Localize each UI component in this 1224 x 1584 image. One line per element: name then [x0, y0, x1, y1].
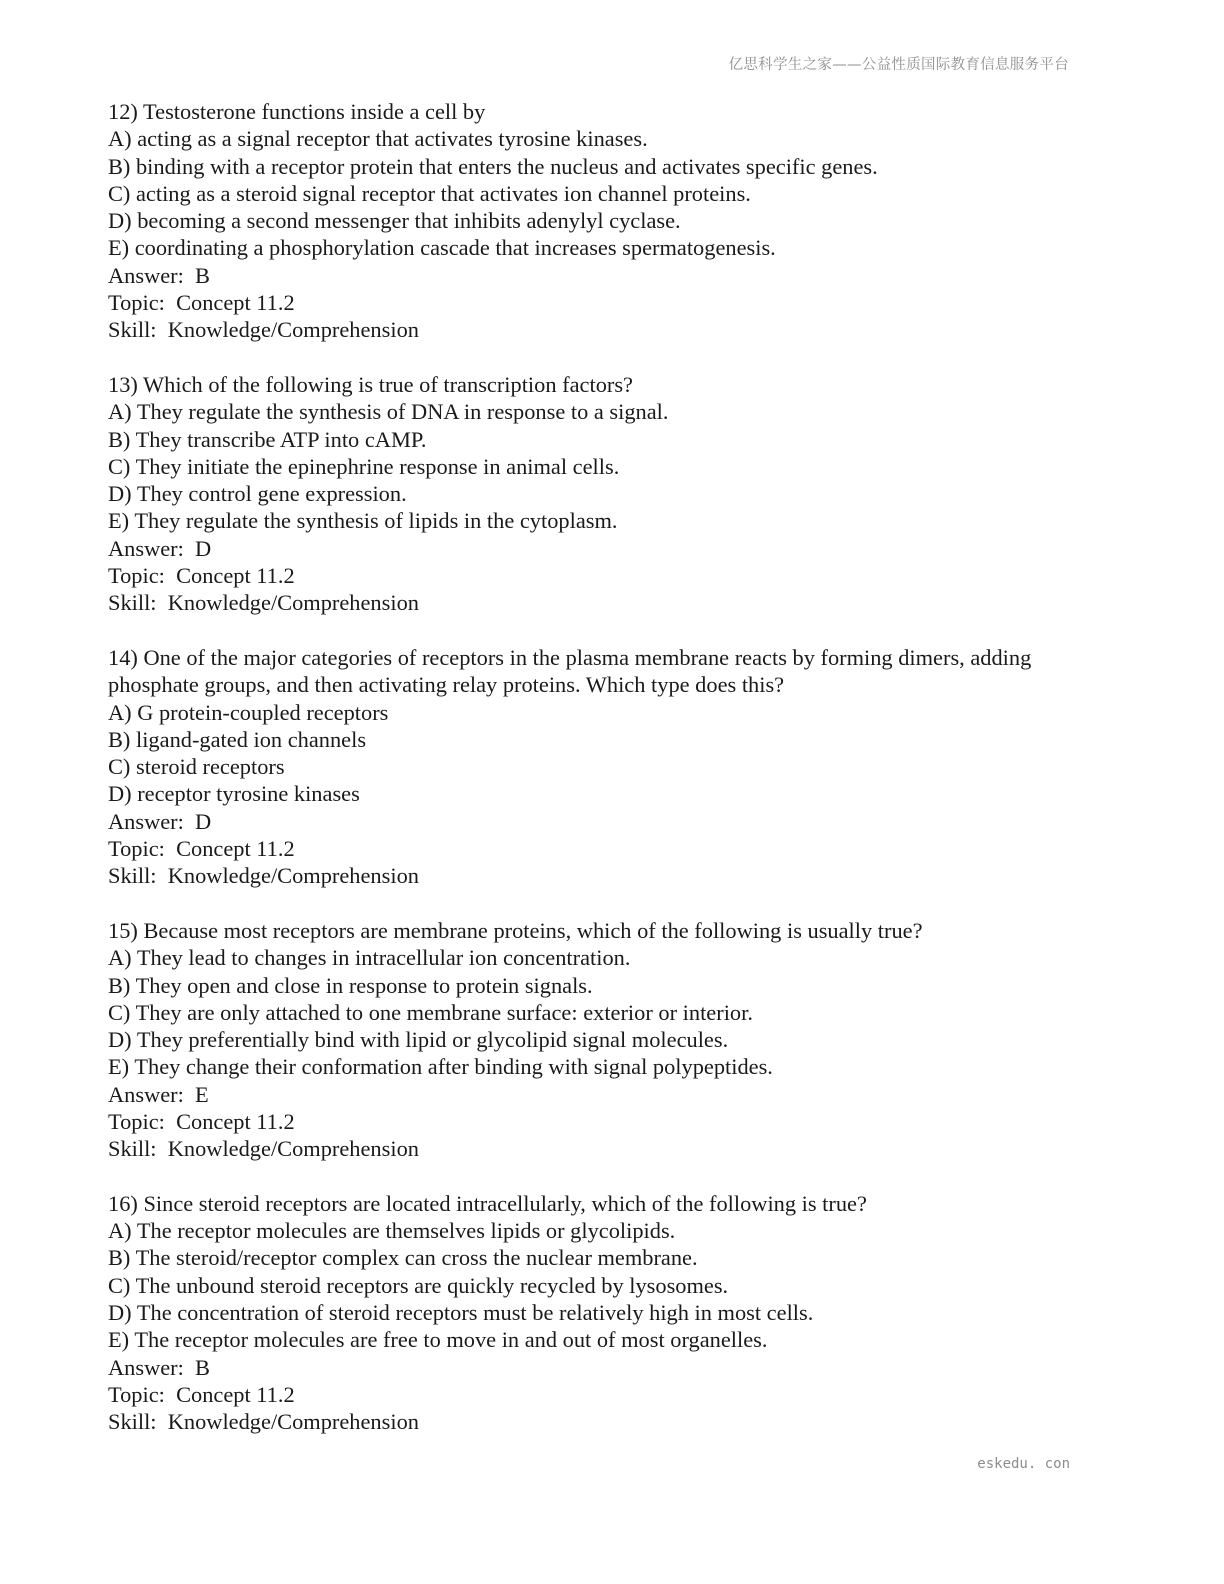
question-answer: Answer: B — [108, 262, 210, 288]
answer-choice: D) receptor tyrosine kinases — [108, 781, 360, 807]
question-topic: Topic: Concept 11.2 — [108, 563, 295, 589]
answer-choice: D) They control gene expression. — [108, 481, 407, 507]
answer-choice: C) steroid receptors — [108, 754, 285, 780]
question-answer: Answer: D — [108, 808, 212, 834]
question-block — [108, 644, 1108, 890]
answer-choice: D) The concentration of steroid receptors must be relatively high in most cells. — [108, 1300, 814, 1326]
question-stem: 13) Which of the following is true of transcription factors? — [108, 371, 633, 397]
answer-choice: B) binding with a receptor protein that enters the nucleus and activates specific genes. — [108, 153, 878, 179]
question-stem: 15) Because most receptors are membrane proteins, which of the following is usually true? — [108, 917, 923, 943]
answer-choice: A) acting as a signal receptor that activates tyrosine kinases. — [108, 126, 648, 152]
page-footer-site-text: eskedu. con — [977, 1456, 1070, 1472]
question-answer: Answer: B — [108, 1354, 210, 1380]
question-stem: 16) Since steroid receptors are located intracellularly, which of the following is true? — [108, 1190, 867, 1216]
answer-choice: B) They open and close in response to protein signals. — [108, 972, 593, 998]
question-answer: Answer: E — [108, 1081, 209, 1107]
answer-choice: E) They regulate the synthesis of lipids in the cytoplasm. — [108, 508, 618, 534]
question-skill: Skill: Knowledge/Comprehension — [108, 1409, 419, 1435]
question-stem: 14) One of the major categories of receptors in the plasma membrane reacts by forming dimers, adding phosphate groups, and then activating relay proteins. Which type does this? — [108, 644, 1037, 698]
answer-choice: C) They are only attached to one membrane surface: exterior or interior. — [108, 999, 753, 1025]
answer-choice: E) The receptor molecules are free to move in and out of most organelles. — [108, 1327, 768, 1353]
question-topic: Topic: Concept 11.2 — [108, 290, 295, 316]
question-block — [108, 1190, 1108, 1436]
answer-choice: C) acting as a steroid signal receptor that activates ion channel proteins. — [108, 180, 751, 206]
answer-choice: A) The receptor molecules are themselves lipids or glycolipids. — [108, 1218, 676, 1244]
answer-choice: B) ligand-gated ion channels — [108, 726, 367, 752]
question-list — [108, 98, 1108, 1463]
answer-choice: D) becoming a second messenger that inhibits adenylyl cyclase. — [108, 208, 681, 234]
answer-choice: D) They preferentially bind with lipid or glycolipid signal molecules. — [108, 1027, 729, 1053]
answer-choice: A) G protein-coupled receptors — [108, 699, 389, 725]
question-block — [108, 371, 1108, 617]
answer-choice: A) They regulate the synthesis of DNA in response to a signal. — [108, 399, 669, 425]
question-skill: Skill: Knowledge/Comprehension — [108, 1136, 419, 1162]
answer-choice: E) They change their conformation after binding with signal polypeptides. — [108, 1054, 773, 1080]
question-topic: Topic: Concept 11.2 — [108, 1381, 295, 1407]
answer-choice: C) They initiate the epinephrine response in animal cells. — [108, 453, 620, 479]
question-skill: Skill: Knowledge/Comprehension — [108, 863, 419, 889]
answer-choice: B) They transcribe ATP into cAMP. — [108, 426, 427, 452]
page-header-site-text: 亿思科学生之家——公益性质国际教育信息服务平台 — [728, 57, 1069, 73]
answer-choice: B) The steroid/receptor complex can cross the nuclear membrane. — [108, 1245, 698, 1271]
question-stem: 12) Testosterone functions inside a cell by — [108, 99, 486, 124]
question-block — [108, 98, 1108, 344]
question-topic: Topic: Concept 11.2 — [108, 836, 295, 862]
question-block — [108, 917, 1108, 1163]
question-answer: Answer: D — [108, 535, 212, 561]
question-skill: Skill: Knowledge/Comprehension — [108, 590, 419, 616]
answer-choice: E) coordinating a phosphorylation cascade that increases spermatogenesis. — [108, 235, 776, 261]
question-topic: Topic: Concept 11.2 — [108, 1108, 295, 1134]
answer-choice: A) They lead to changes in intracellular ion concentration. — [108, 945, 631, 971]
answer-choice: C) The unbound steroid receptors are quickly recycled by lysosomes. — [108, 1272, 729, 1298]
question-skill: Skill: Knowledge/Comprehension — [108, 317, 419, 343]
